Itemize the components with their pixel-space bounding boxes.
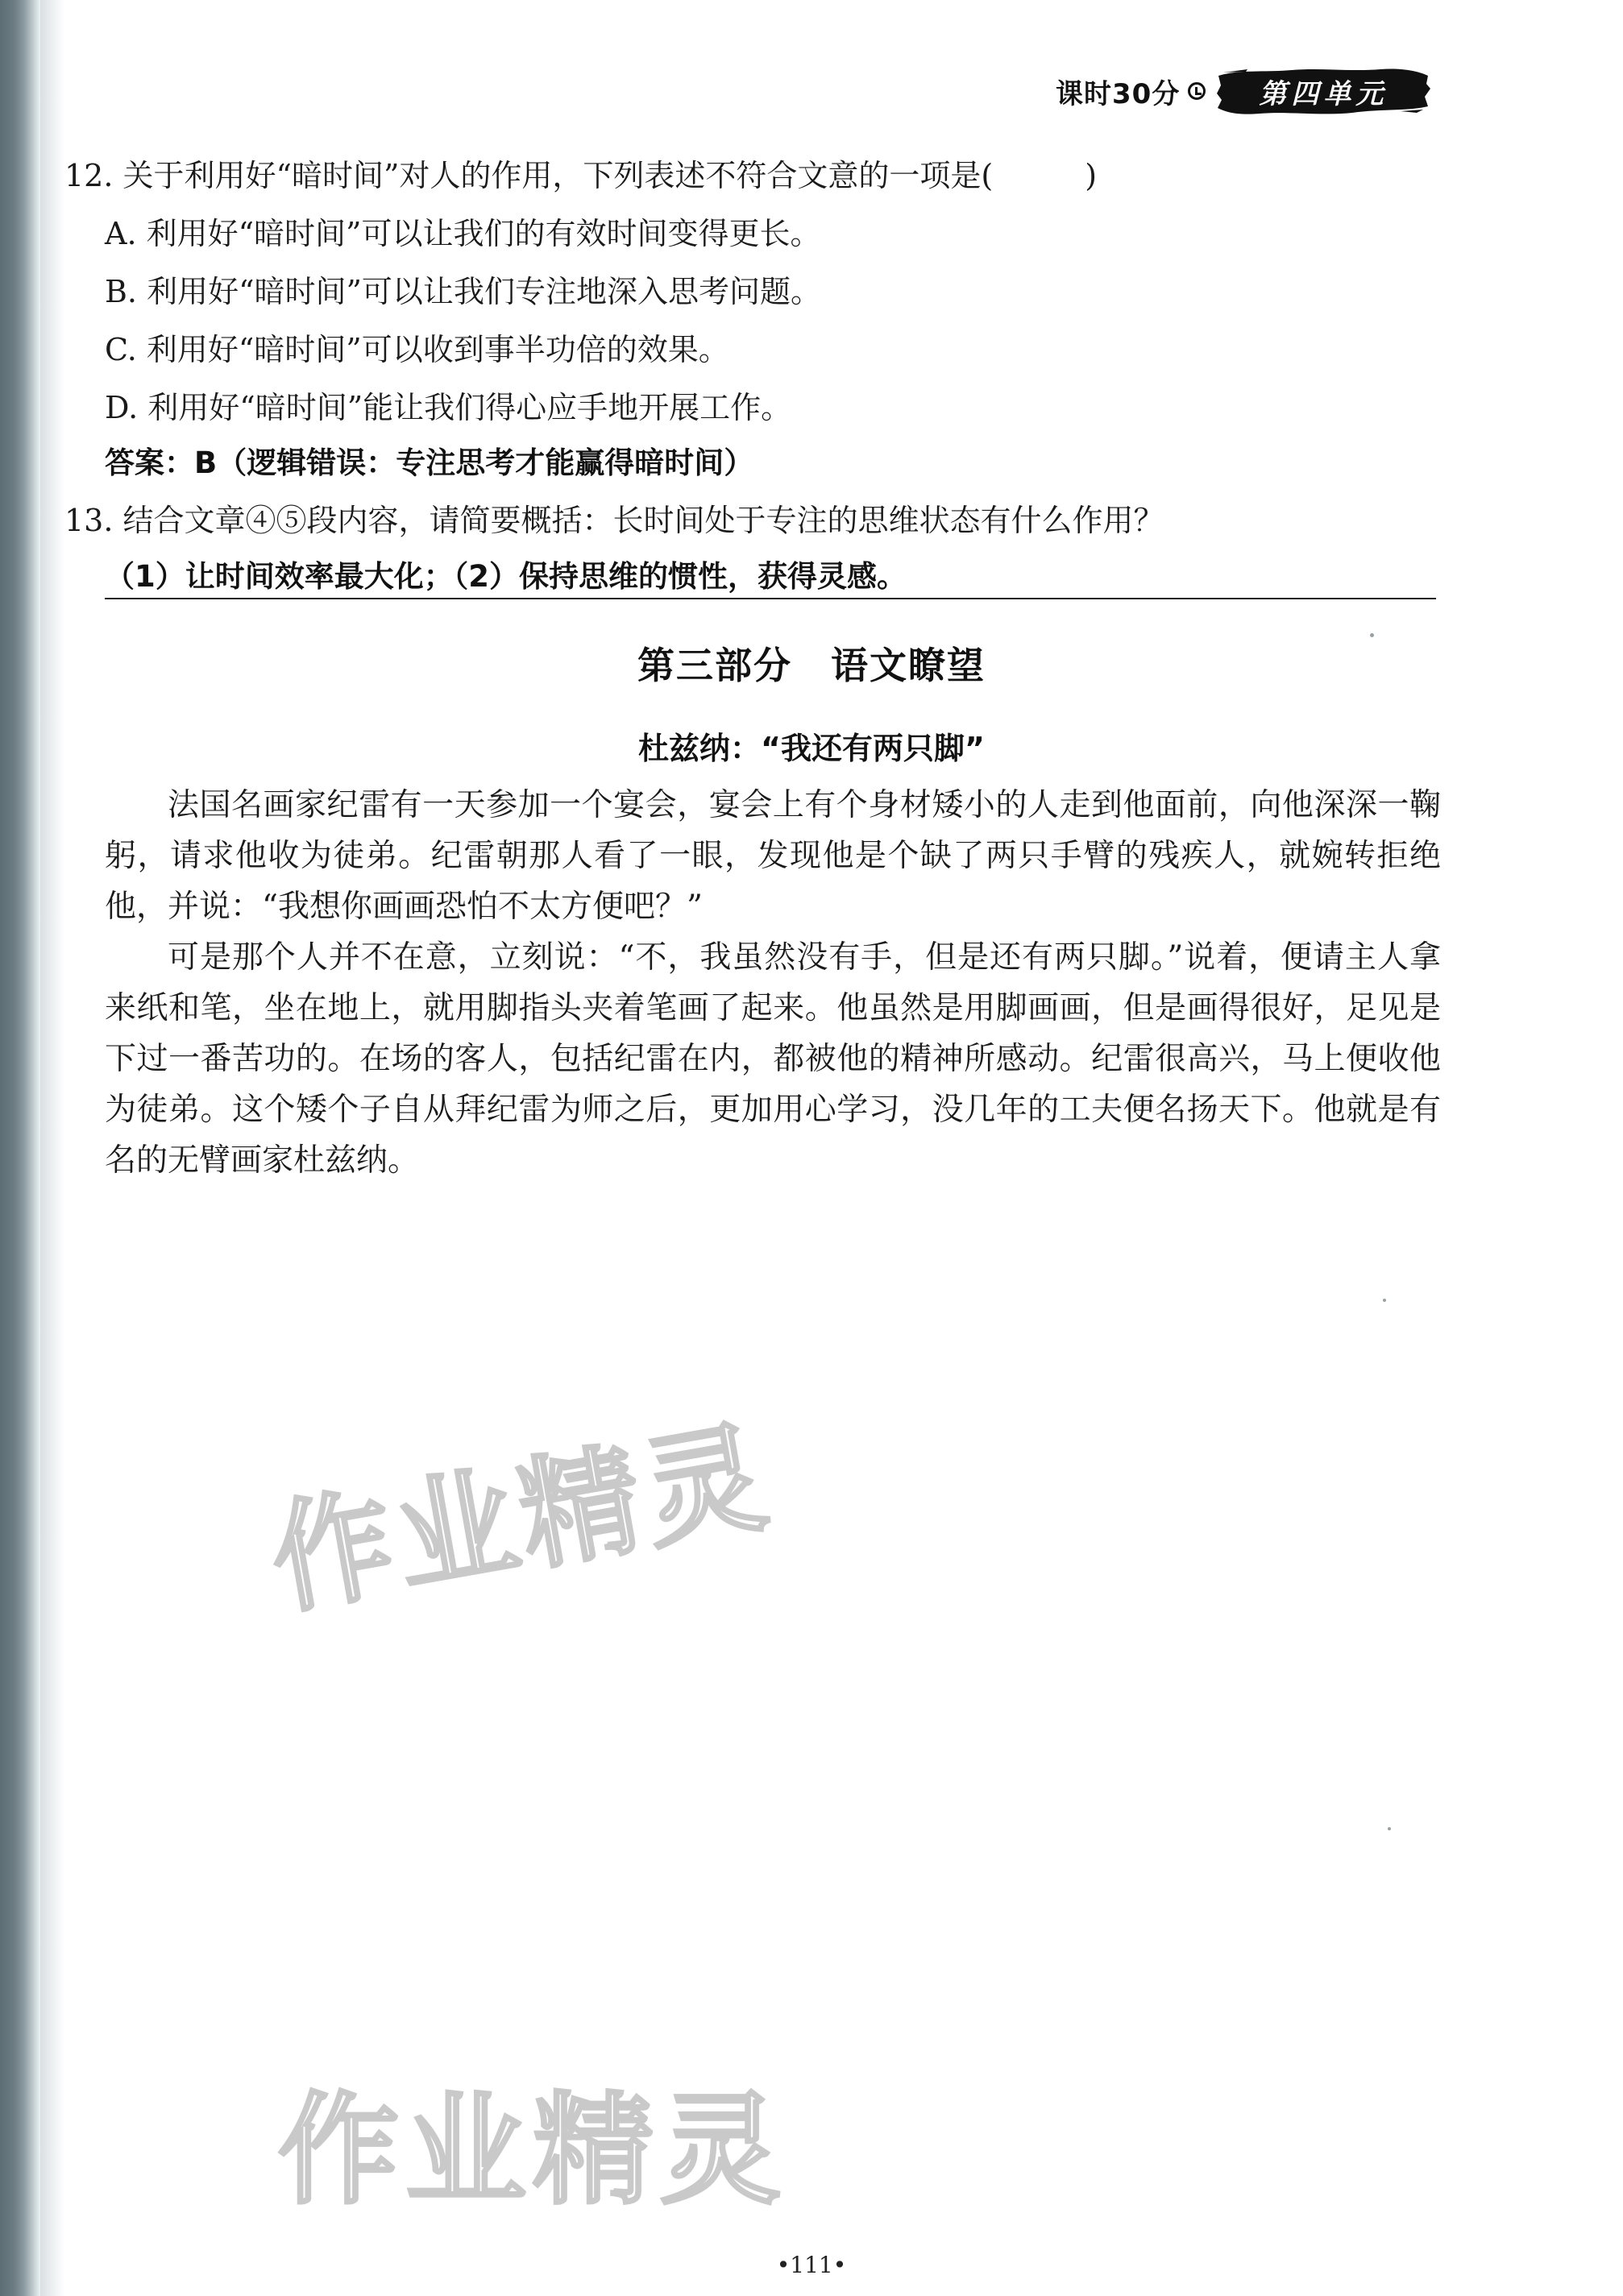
unit-banner	[1215, 64, 1431, 118]
story-title: 杜兹纳：“我还有两只脚”	[638, 731, 985, 766]
header-label: 课时30分	[1056, 77, 1181, 110]
story-body	[105, 780, 1441, 1186]
watermark: 作业精灵	[261, 1407, 781, 1632]
story-paragraph: 可是那个人并不在意，立刻说：“不，我虽然没有手，但是还有两只脚。”说着，便请主人拿来纸和笔，坐在地上，就用脚指头夹着笔画了起来。他虽然是用脚画画，但是画得很好，足见是下过一番苦功的。在场的客人，包括纪雷在内，都被他的精神所感动。纪雷很高兴，马上便收他为徒弟。这个矮个子自从拜纪雷为师之后，更加用心学习，没几年的工夫便名扬天下。他就是有名的无臂画家杜兹纳。	[105, 939, 1441, 1179]
page-header	[1056, 63, 1431, 119]
scan-speck	[1388, 1827, 1391, 1830]
question-12-option-b: B. 利用好“暗时间”可以让我们专注地深入思考问题。	[105, 274, 821, 309]
watermark: 作业精灵	[278, 2081, 788, 2221]
answer-underline	[105, 598, 1436, 599]
story-paragraph: 法国名画家纪雷有一天参加一个宴会，宴会上有个身材矮小的人走到他面前，向他深深一鞠躬，请求他收为徒弟。纪雷朝那人看了一眼，发现他是个缺了两只手臂的残疾人，就婉转拒绝他，并说：“我想你画画恐怕不太方便吧？”	[105, 787, 1441, 925]
scan-binding-shadow	[40, 0, 64, 2296]
section-title: 第三部分 语文瞭望	[637, 644, 986, 687]
scan-speck	[1370, 633, 1374, 637]
scan-speck	[1383, 1299, 1386, 1302]
unit-banner-text: 第四单元	[1259, 77, 1388, 110]
question-13-stem: 13. 结合文章④⑤段内容，请简要概括：长时间处于专注的思维状态有什么作用？	[64, 503, 1164, 538]
question-12-stem: 12. 关于利用好“暗时间”对人的作用，下列表述不符合文意的一项是( )	[64, 158, 1098, 193]
page-number: •111•	[776, 2252, 847, 2278]
question-12-option-a: A. 利用好“暗时间”可以让我们的有效时间变得更长。	[105, 216, 821, 251]
question-12-option-d: D. 利用好“暗时间”能让我们得心应手地开展工作。	[105, 390, 792, 425]
question-13-answer: （1）让时间效率最大化；（2）保持思维的惯性，获得灵感。	[105, 559, 907, 594]
clock-check-icon	[1188, 82, 1206, 100]
question-12-answer: 答案：B（逻辑错误：专注思考才能赢得暗时间）	[105, 446, 754, 480]
scan-binding-edge	[0, 0, 40, 2296]
question-12-option-c: C. 利用好“暗时间”可以收到事半功倍的效果。	[105, 332, 729, 367]
